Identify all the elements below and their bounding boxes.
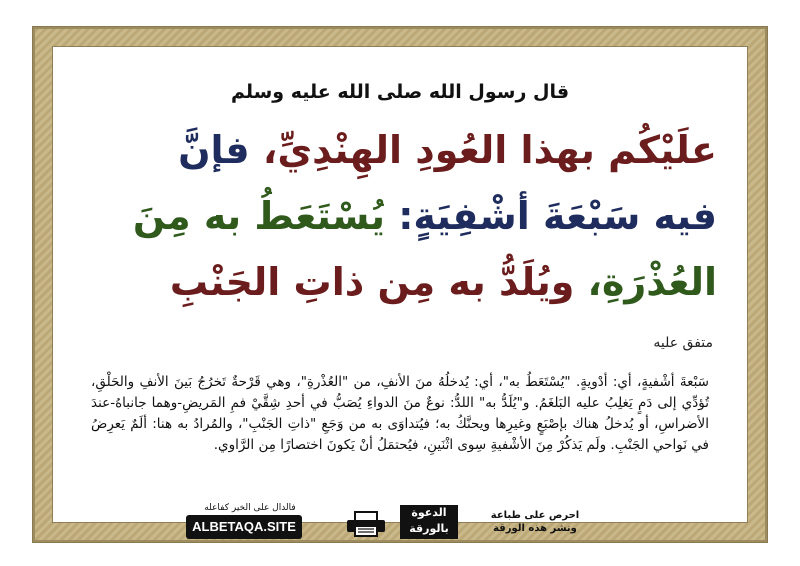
explanation-text: سَبْعةَ أشْفيةٍ، أي: أدْويةٍ. "يُسْتَعَطُ به"، أي: يُدخلُهُ منَ الأنفِ، من "العُذْرةِ"، وهي قَرْحةٌ تَخرُجُ بَينَ الأنفِ والحَلْقِ، تُؤدِّي إلى دَمٍ يَغلِبُ عليه البَلغَمُ. و"يُلَدُّ به" اللدُّ: نوعٌ منَ الدواءِ يُصَبُّ في أحدِ شِقَّيْ فمِ المَريضِ-وهما جانباهُ-عندَ الأضراسِ، أو يُدخلُ هناك بإصْبَعٍ وغيرِها ويحنَّكُ به؛ فيُتداوَى به من وَجَعِ "ذاتِ الجَنْبِ"، والمُرادُ به هنا: ألَمٌ يَعرِضُ في نَواحي الجَنْبِ. ولَم يَذكُرْ مِنَ الأشْفيةِ سِوى اثْنَينِ، فيُحتمَلُ أنْ يَكونَ اختصارًا مِن الرَّاوي. <box>91 374 709 453</box>
hadith-text <box>83 117 717 315</box>
hadith-line-3 <box>83 249 717 315</box>
logo: الدعوة بالورقة <box>400 505 458 539</box>
hadith-line-2-part-1: فيه سَبْعَةَ أشْفِيَةٍ: <box>385 194 717 238</box>
hadith-line-2-part-2: يُسْتَعَطُ به مِنَ <box>132 194 385 238</box>
header-text: قال رسول الله صلى الله عليه وسلم <box>230 81 570 103</box>
footer-small-text: فالدال على الخير كفاعله <box>204 503 296 513</box>
hadith-line-2 <box>83 183 717 249</box>
source-label: متفق عليه <box>653 335 713 351</box>
site-label[interactable]: ALBETAQA.SITE <box>186 515 302 539</box>
card <box>53 47 747 522</box>
decorative-frame <box>33 27 767 542</box>
hadith-line-1-part-2: فإنَّ <box>178 128 250 172</box>
hadith-line-3-part-2: ويُلَدُّ به مِن ذاتِ الجَنْبِ <box>169 260 575 304</box>
hadith-line-3-part-1: العُذْرَةِ، <box>574 260 717 304</box>
hadith-line-1 <box>83 117 717 183</box>
hadith-line-1-part-1: علَيْكُم بهذا العُودِ الهِنْدِيِّ، <box>249 128 717 172</box>
footer-right-line-1: احرص على طباعة <box>490 510 580 521</box>
footer-right-line-2: ونشر هذه الورقة <box>493 523 577 534</box>
